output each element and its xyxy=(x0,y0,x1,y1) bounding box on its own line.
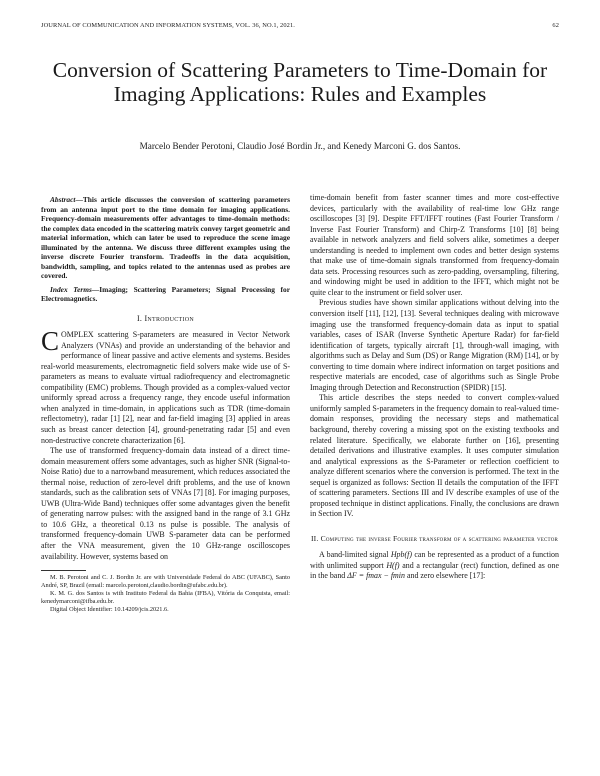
footnote-affiliation-2: K. M. G. dos Santos is with Instituto Federal da Bahia (IFBA), Vitória da Conquista, email: kenedymarconi@ifba.edu.br. xyxy=(41,590,290,606)
journal-header: JOURNAL OF COMMUNICATION AND INFORMATION SYSTEMS, VOL. 36, NO.1, 2021. xyxy=(41,22,295,29)
intro-paragraph-3: Previous studies have shown similar applications without delving into the conversion itself [11], [12], [13]. Several techniques dealing with microwave imaging use the transformed frequency-domain data as input to spatial variables, cases of ISAR (Inverse Synthetic Aperture Radar) for far-field identification of targets, typically aircraft [1], through-wall imaging, with algorithms such as Delay and Sum (DS) or Range Migration (RM) [14], or by converting to time domain where indirect information on target positions and respective materials are encoded, case of algorithms such as Single Probe Imaging through Detection and Reconstruction (SPIDR) [15]. xyxy=(310,298,559,392)
running-head xyxy=(41,22,559,32)
section2-text-d: and zero elsewhere [17]: xyxy=(404,571,486,581)
section2-text-c: and a rectangular (rect) function, defined as one in the band xyxy=(310,560,559,581)
index-terms-text: —Imaging; Scattering Parameters; Signal Processing for Electromagnetics. xyxy=(41,284,290,303)
section-heading-introduction: I. Introduction xyxy=(136,313,195,323)
index-terms-label: Index Terms xyxy=(50,284,92,294)
page-number: 62 xyxy=(552,22,559,29)
right-column xyxy=(310,193,559,582)
section2-text-a: A band-limited signal xyxy=(319,549,391,559)
drop-cap: C xyxy=(41,326,60,357)
intro-paragraph-1 xyxy=(41,326,290,446)
footnote-doi: Digital Object Identifier: 10.14209/jcis.2021.6. xyxy=(50,606,169,614)
index-terms xyxy=(41,285,290,304)
left-column xyxy=(41,195,290,615)
paper-title: Conversion of Scattering Parameters to Time-Domain for Imaging Applications: Rules and Examples xyxy=(52,58,548,106)
abstract-text: —This article discusses the conversion of scattering parameters from an antenna input port to the time domain for imaging applications. Frequency-domain measurements offer advantages to time-domain methods: the complex data encoded in the scattering matrix convey target geometric and material information, which can later be used to reproduce the scene image illuminated by the antenna. We discuss three different examples using the inverse discrete Fourier transform. Tradeoffs in the data acquisition, bandwidth, sampling, and topics related to the antennas used as probes are covered. xyxy=(41,195,290,280)
math-hpb: Hpb(f) xyxy=(390,549,412,559)
section-heading-ifft: II. Computing the inverse Fourier transform of a scattering parameter vector xyxy=(310,533,559,543)
intro-paragraph-2-continued: time-domain benefit from faster scanner times and more cost-effective devices, particularly with the availability of real-time low GHz range oscilloscopes [3] [9]. Despite FFT/IFFT routines (Fast Fourier Transform / Inverse Fast Fourier Transform) and Chirp-Z Transforms [10] [8] being available in network analyzers and field solvers alike, sometimes a deeper understanding is needed to implement own codes and better design systems that make use of time-domain signals transformed from frequency-domain data sets. Processing resources such as zero-padding, oversampling, filtering, and windowing might be used in addition to the IFFT, which might not be quite clear to the instrument or field solver user. xyxy=(310,193,559,297)
math-hf: H(f) xyxy=(386,560,400,570)
section2-text-b: can be represented as a product of a function with unlimited support xyxy=(310,549,559,570)
intro-paragraph-2: The use of transformed frequency-domain data instead of a direct time-domain measurement offers some advantages, such as higher SNR (Signal-to-Noise Ratio) due to a narrowband measurement, which reduces associated the thermal noise, reduction of zero-level drift problems, and the use of known standards, such as the calibration sets of VNAs [7] [8]. For imaging purposes, UWB (Ultra-Wide Band) techniques offer some advantages given the benefit of generating narrow pulses: with the assigned band in the range of 3.1 GHz to 10.6 GHz, a theoretical 0.13 ns pulse is possible. The analysis of transformed frequency-domain UWB S-parameter data can be performed after the VNA measurement, given the 10 GHz-range oscilloscopes availability. However, systems based on xyxy=(41,446,290,561)
section2-paragraph-1 xyxy=(310,550,559,582)
intro-paragraph-1-text: OMPLEX scattering S-parameters are measured in Vector Network Analyzers (VNAs) and provide an understanding of the behavior and performance of linear passive and active elements and systems. Besides real-world measurements, electromagnetic field solvers make wide use of S-parameters as means to evaluate virtual radiofrequency and electromagnetic compatibility (EMC) problems. Though provided as a complex-valued vector uniformly spread across a frequency range, they encode useful information when analyzed in time-domain, in applications such as TDR (time-domain reflectometry), radar [1] [2], near and far-field imaging [3] applied in areas such as breast cancer detection [4], ground-penetrating radar [5] and even non-destructive concrete characterization [6]. xyxy=(41,330,290,445)
intro-paragraph-4: This article describes the steps needed to convert complex-valued uniformly sampled S-parameters in the frequency domain to real-valued time-domain responses, providing the necessary steps and mathematical background, thereby covering a missing spot on the existing textbooks and related literature. Specifically, we elaborate further on [16], presenting detailed derivations and illustrative examples. It uses computer simulation and analytical expressions as the S-Parameter or reflection coefficient to analyze different scenarios where the conversion is performed. The text in the sequel is organized as follows: Section II details the computation of the IFFT of scattering parameters. Sections III and IV describe examples of use of the proposed technique in distinct applications. Finally, the conclusions are drawn in Section IV. xyxy=(310,393,559,519)
footnote-divider xyxy=(41,570,86,571)
math-delta-f: ΔF = fmax − fmin xyxy=(347,571,405,581)
abstract xyxy=(41,195,290,281)
footnote-affiliation-1: M. B. Perotoni and C. J. Bordin Jr. are with Universidade Federal do ABC (UFABC), Santo André, SP, Brazil (email: marcelo.perotoni,claudio.bordin@ufabc.edu.br). xyxy=(41,574,290,590)
author-list: Marcelo Bender Perotoni, Claudio José Bordin Jr., and Kenedy Marconi G. dos Santos. xyxy=(139,141,461,151)
abstract-label: Abstract xyxy=(50,195,76,204)
